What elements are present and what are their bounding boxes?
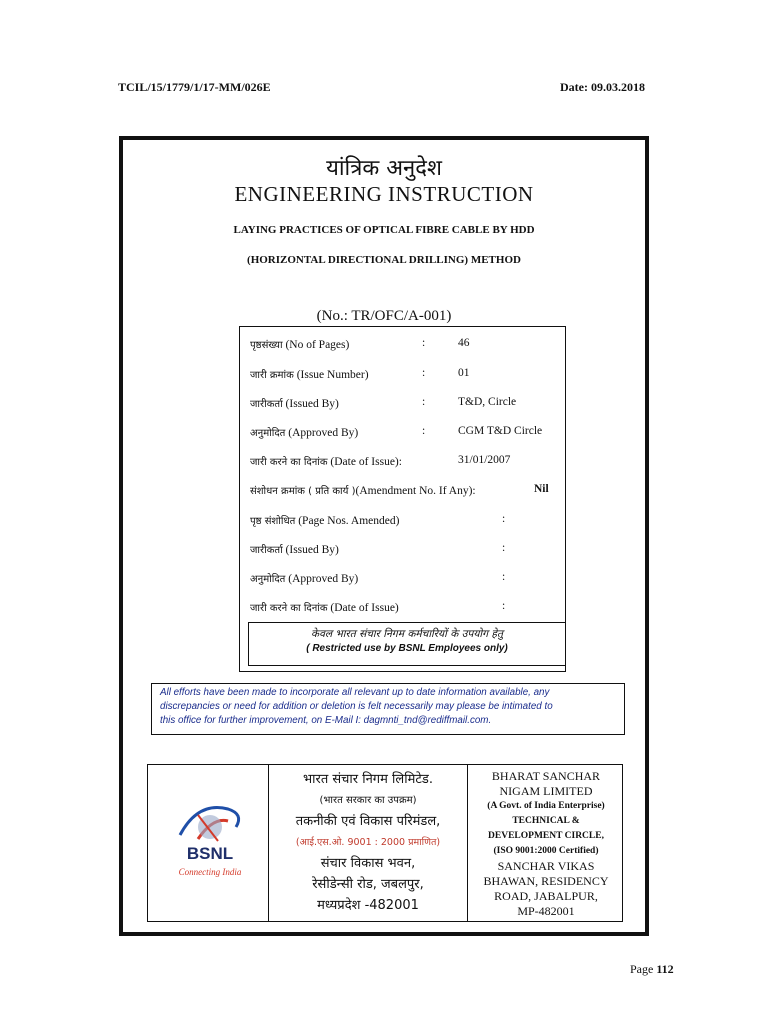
hindi-address-line: रेसीडेन्सी रोड, जबलपुर, <box>312 877 424 892</box>
document-number: (No.: TR/OFC/A-001) <box>316 308 452 324</box>
hindi-address-line: (आई.एस.ओ. 9001 : 2000 प्रमाणित) <box>295 837 441 848</box>
cover-frame <box>119 136 649 936</box>
info-value: 31/01/2007 <box>458 454 511 466</box>
notice-line: this office for further improvement, on E-Mail I: dagmnti_tnd@rediffmail.com. <box>160 715 492 726</box>
english-address-line: SANCHAR VIKAS <box>497 859 595 873</box>
hindi-address-line: तकनीकी एवं विकास परिमंडल, <box>295 814 441 829</box>
info-label-hindi: पृष्ठ संशोधित <box>250 516 296 527</box>
info-label-hindi: पृष्ठसंख्या <box>250 340 283 351</box>
info-label-hindi: जारी करने का दिनांक <box>250 457 328 468</box>
english-address-line: NIGAM LIMITED <box>499 784 593 798</box>
hindi-address-line: भारत संचार निगम लिमिटेड. <box>303 772 433 787</box>
info-label-hindi: संशोधन क्रमांक ( प्रति कार्य ) <box>250 486 356 497</box>
subtitle-line-1: LAYING PRACTICES OF OPTICAL FIBRE CABLE BY HDD <box>233 224 535 236</box>
notice-line: discrepancies or need for addition or deletion is felt necessarily may please be intimated to <box>160 701 553 712</box>
restricted-use-box <box>248 622 566 666</box>
info-colon: : <box>422 425 426 437</box>
info-label: (No of Pages) <box>282 339 350 351</box>
info-label-hindi: अनुमोदित <box>250 574 286 585</box>
hindi-title: यांत्रिक अनुदेश <box>326 156 442 181</box>
english-address-line: (ISO 9001:2000 Certified) <box>493 846 599 856</box>
hindi-address <box>272 769 464 916</box>
document-reference: TCIL/15/1779/1/17-MM/026E <box>118 80 271 94</box>
english-address-line: BHARAT SANCHAR <box>491 769 601 783</box>
info-label: (Approved By) <box>285 573 359 585</box>
english-address-line: BHAWAN, RESIDENCY <box>483 874 609 888</box>
info-colon: : <box>422 337 426 349</box>
info-value: 46 <box>458 337 470 349</box>
info-value: CGM T&D Circle <box>458 425 543 437</box>
hindi-address-line: मध्यप्रदेश -482001 <box>317 898 419 913</box>
info-colon: : <box>502 571 506 583</box>
english-address-line: ROAD, JABALPUR, <box>494 889 598 903</box>
hindi-address-line: संचार विकास भवन, <box>320 856 416 871</box>
restricted-hindi: केवल भारत संचार निगम कर्मचारियों के उपयोग हेतु <box>311 628 503 640</box>
logo-tagline: Connecting India <box>178 867 242 877</box>
english-address-line: DEVELOPMENT CIRCLE, <box>488 831 604 841</box>
english-address-line: (A Govt. of India Enterprise) <box>487 801 605 811</box>
english-address <box>470 769 622 919</box>
info-value: T&D, Circle <box>458 396 517 408</box>
divider <box>268 765 269 921</box>
page-label: Page <box>630 962 657 976</box>
info-label: (Issue Number) <box>293 369 369 381</box>
page-number <box>630 962 674 977</box>
info-colon: : <box>502 513 506 525</box>
subtitle-line-2: (HORIZONTAL DIRECTIONAL DRILLING) METHOD <box>247 254 521 266</box>
notice-box <box>151 683 625 735</box>
divider <box>467 765 468 921</box>
document-date: Date: 09.03.2018 <box>560 80 645 94</box>
info-label: (Approved By) <box>285 427 359 439</box>
hindi-address-line: (भारत सरकार का उपक्रम) <box>319 795 417 806</box>
info-label-hindi: अनुमोदित <box>250 428 286 439</box>
info-label-hindi: जारी करने का दिनांक <box>250 603 328 614</box>
page-title: ENGINEERING INSTRUCTION <box>234 182 534 206</box>
address-footer <box>147 764 623 922</box>
info-label: (Page Nos. Amended) <box>295 515 400 527</box>
info-colon: : <box>422 396 426 408</box>
bsnl-logo <box>158 795 262 885</box>
english-address-line: MP-482001 <box>517 904 575 918</box>
info-label-hindi: जारी क्रमांक <box>250 370 294 381</box>
info-colon: : <box>502 600 506 612</box>
english-address-line: TECHNICAL & <box>512 816 580 826</box>
restricted-english: ( Restricted use by BSNL Employees only) <box>306 643 508 654</box>
info-label: (Date of Issue): <box>327 456 402 468</box>
info-label-hindi: जारीकर्ता <box>250 545 283 556</box>
page-number-value: 112 <box>656 962 674 976</box>
info-label: (Issued By) <box>282 544 339 556</box>
logo-wordmark: BSNL <box>186 844 234 863</box>
info-label: (Date of Issue) <box>327 602 399 614</box>
info-value: 01 <box>458 367 470 379</box>
info-colon: : <box>422 367 426 379</box>
info-value: Nil <box>534 483 549 495</box>
info-label: (Issued By) <box>282 398 339 410</box>
info-label: (Amendment No. If Any): <box>355 485 476 497</box>
info-label-hindi: जारीकर्ता <box>250 399 283 410</box>
issue-details-box <box>239 326 566 672</box>
info-colon: : <box>502 542 506 554</box>
notice-line: All efforts have been made to incorporate all relevant up to date information available, any <box>160 687 550 698</box>
